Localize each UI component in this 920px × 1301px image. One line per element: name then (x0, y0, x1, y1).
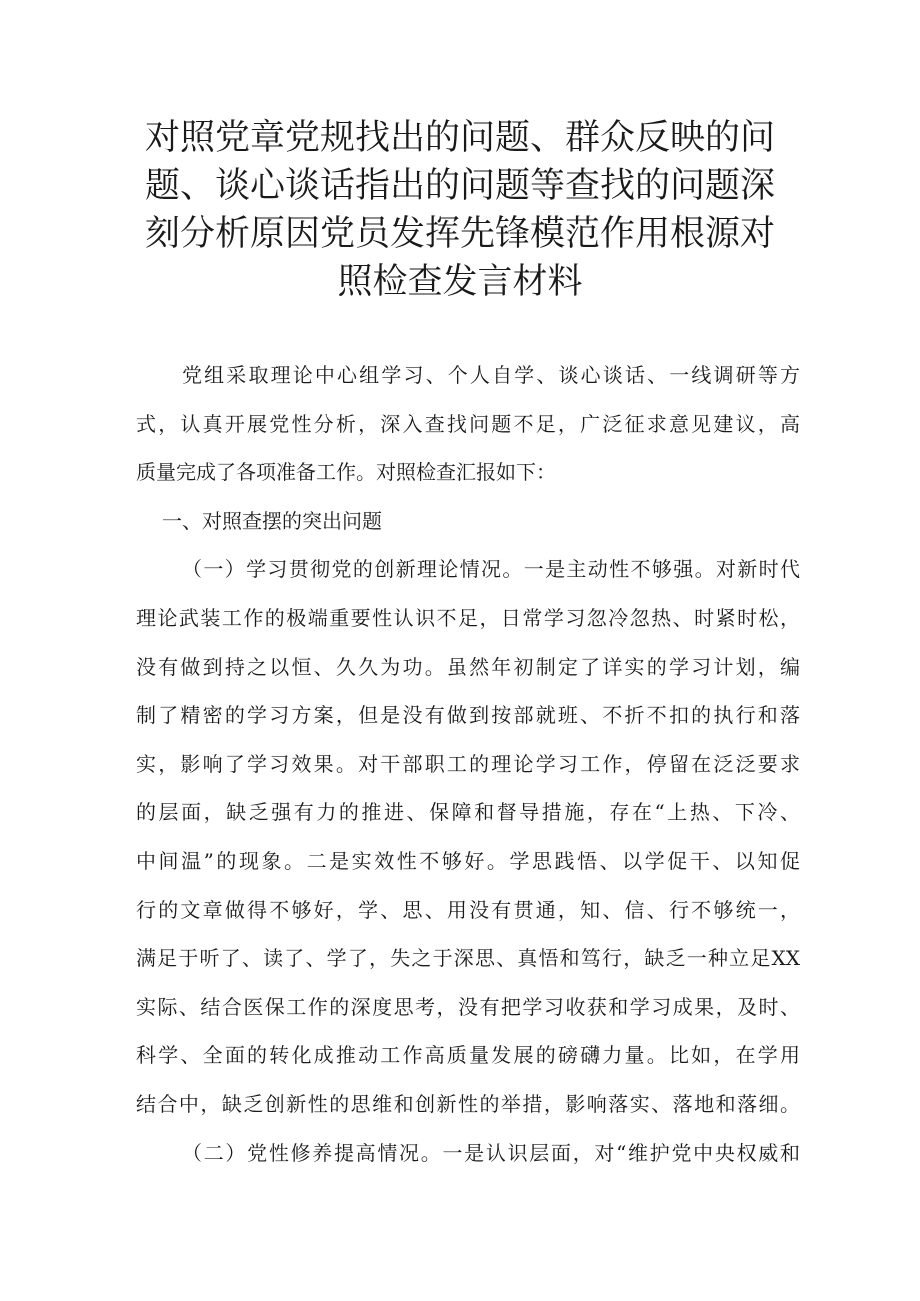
paragraph-line: 的层面，缺乏强有力的推进、保障和督导措施，存在“上热、下冷、 (136, 800, 800, 825)
paragraph-line: 中间温”的现象。二是实效性不够好。学思践悟、以学促干、以知促 (136, 848, 800, 873)
paragraph-line: 质量完成了各项准备工作。对照检查汇报如下： (136, 460, 556, 485)
paragraph-line: 科学、全面的转化成推动工作高质量发展的磅礴力量。比如，在学用 (136, 1043, 800, 1068)
paragraph-line: （一）学习贯彻党的创新理论情况。一是主动性不够强。对新时代 (182, 557, 800, 582)
paragraph-line: 满足于听了、读了、学了，失之于深思、真悟和笃行，缺乏一种立足XX (136, 946, 800, 971)
paragraph-line: 制了精密的学习方案，但是没有做到按部就班、不折不扣的执行和落 (136, 703, 800, 728)
paragraph-line: 结合中，缺乏创新性的思维和创新性的举措，影响落实、落地和落细。 (136, 1091, 800, 1116)
title-line: 照检查发言材料 (337, 262, 583, 302)
section-heading: 一、对照查摆的突出问题 (162, 508, 382, 533)
title-line: 对照党章党规找出的问题、群众反映的问 (144, 118, 775, 158)
paragraph-line: 实，影响了学习效果。对干部职工的理论学习工作，停留在泛泛要求 (136, 751, 800, 776)
title-line: 题、谈心谈话指出的问题等查找的问题深 (144, 166, 775, 206)
paragraph-line: 党组采取理论中心组学习、个人自学、谈心谈话、一线调研等方 (182, 363, 800, 387)
paragraph-line: 理论武装工作的极端重要性认识不足，日常学习忽冷忽热、时紧时松， (136, 605, 800, 630)
title-line: 刻分析原因党员发挥先锋模范作用根源对 (144, 214, 775, 254)
paragraph-line: 式，认真开展党性分析，深入查找问题不足，广泛征求意见建议，高 (136, 411, 800, 436)
document-title (140, 114, 780, 306)
document-body (136, 351, 800, 1177)
paragraph-line: （二）党性修养提高情况。一是认识层面，对“维护党中央权威和 (182, 1140, 800, 1165)
paragraph-line: 行的文章做得不够好，学、思、用没有贯通，知、信、行不够统一， (136, 897, 800, 922)
paragraph-line: 实际、结合医保工作的深度思考，没有把学习收获和学习成果，及时、 (136, 994, 800, 1019)
paragraph-line: 没有做到持之以恒、久久为功。虽然年初制定了详实的学习计划，编 (136, 654, 800, 679)
